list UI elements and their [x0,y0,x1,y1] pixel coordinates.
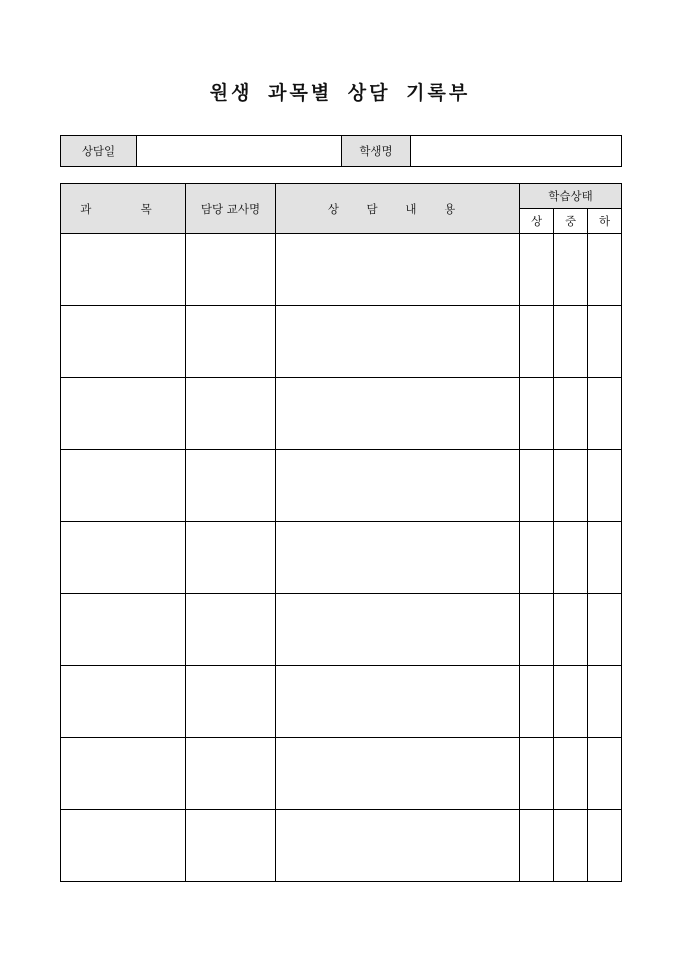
header-learning-status: 학습상태 [520,184,622,209]
low-cell[interactable] [588,450,622,522]
table-row [61,306,622,378]
table-row [61,594,622,666]
high-cell[interactable] [520,450,554,522]
low-cell[interactable] [588,810,622,882]
subject-cell[interactable] [61,306,186,378]
high-cell[interactable] [520,594,554,666]
subject-cell[interactable] [61,666,186,738]
info-table [60,135,622,167]
mid-cell[interactable] [554,234,588,306]
content-cell[interactable] [276,378,520,450]
student-name-field[interactable] [411,136,622,167]
teacher-cell[interactable] [186,738,276,810]
low-cell[interactable] [588,594,622,666]
subject-cell[interactable] [61,450,186,522]
table-row [61,234,622,306]
mid-cell[interactable] [554,666,588,738]
content-cell[interactable] [276,810,520,882]
content-cell[interactable] [276,594,520,666]
header-status-high: 상 [520,209,554,234]
table-row [61,666,622,738]
low-cell[interactable] [588,306,622,378]
low-cell[interactable] [588,378,622,450]
high-cell[interactable] [520,378,554,450]
content-cell[interactable] [276,306,520,378]
low-cell[interactable] [588,522,622,594]
subject-cell[interactable] [61,522,186,594]
low-cell[interactable] [588,666,622,738]
content-cell[interactable] [276,234,520,306]
student-name-label: 학생명 [342,136,411,167]
mid-cell[interactable] [554,378,588,450]
content-cell[interactable] [276,738,520,810]
content-cell[interactable] [276,450,520,522]
high-cell[interactable] [520,522,554,594]
subject-cell[interactable] [61,810,186,882]
high-cell[interactable] [520,810,554,882]
subject-cell[interactable] [61,738,186,810]
mid-cell[interactable] [554,306,588,378]
teacher-cell[interactable] [186,306,276,378]
teacher-cell[interactable] [186,594,276,666]
teacher-cell[interactable] [186,378,276,450]
mid-cell[interactable] [554,450,588,522]
high-cell[interactable] [520,306,554,378]
subject-cell[interactable] [61,234,186,306]
header-subject: 과 목 [61,184,186,234]
content-cell[interactable] [276,666,520,738]
teacher-cell[interactable] [186,666,276,738]
low-cell[interactable] [588,738,622,810]
teacher-cell[interactable] [186,450,276,522]
subject-cell[interactable] [61,594,186,666]
table-row [61,810,622,882]
page-title: 원생 과목별 상담 기록부 [209,82,471,104]
mid-cell[interactable] [554,594,588,666]
mid-cell[interactable] [554,522,588,594]
mid-cell[interactable] [554,810,588,882]
subject-cell[interactable] [61,378,186,450]
high-cell[interactable] [520,234,554,306]
table-row [61,378,622,450]
teacher-cell[interactable] [186,810,276,882]
header-status-low: 하 [588,209,622,234]
date-field[interactable] [137,136,342,167]
teacher-cell[interactable] [186,234,276,306]
mid-cell[interactable] [554,738,588,810]
header-status-mid: 중 [554,209,588,234]
table-row [61,738,622,810]
table-row [61,450,622,522]
teacher-cell[interactable] [186,522,276,594]
low-cell[interactable] [588,234,622,306]
header-content: 상 담 내 용 [276,184,520,234]
table-row [61,522,622,594]
header-teacher: 담당 교사명 [186,184,276,234]
content-cell[interactable] [276,522,520,594]
date-label: 상담일 [61,136,137,167]
high-cell[interactable] [520,666,554,738]
counseling-table [60,183,622,882]
high-cell[interactable] [520,738,554,810]
